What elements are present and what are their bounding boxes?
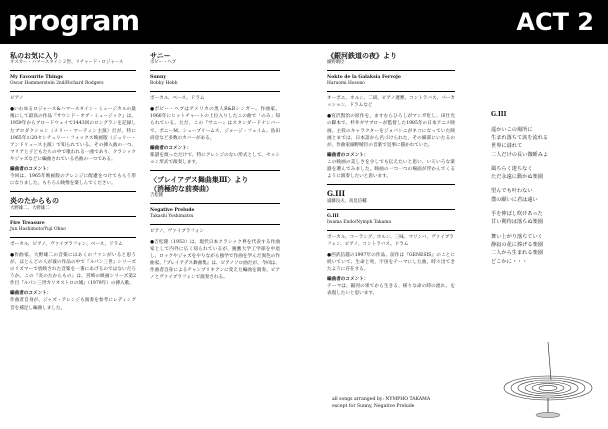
- piece-title-en: Nokto de la Galaksia Fervojo: [327, 75, 401, 81]
- credit-line: except for Sunny, Negative Prelude: [332, 403, 415, 409]
- lyrics-stanza: [491, 233, 601, 266]
- description: ●作曲家、大野雄二の音楽にはあくのファンがいると思うが、ほとんどの人が彼の作品の中で『ルパン三世』シリーズのリズマーで放映された音楽を一番にあげるのではないだろうか。この『炎のたからもの』は、宮崎の映画シリーズ第2作目『ルパン三世カリオストロの城』（1979年）の挿入歌。: [10, 252, 136, 287]
- piece-title: 私のお気に入り: [10, 51, 59, 60]
- program-item: [10, 52, 136, 187]
- section-divider: [10, 191, 136, 192]
- piece-title-en: Negative Prelude: [150, 207, 195, 213]
- lyric-line: 静寂の花に捧げる楽園: [491, 242, 543, 249]
- composer: オスカー・ハマースタイン２世、リチャード・ロジャース: [10, 60, 124, 66]
- column-1: [10, 52, 136, 315]
- composer-en: Iwama Endo/Nymph Takama: [327, 219, 392, 225]
- lyrics-title: G.III: [491, 111, 507, 118]
- lyrics-block: [491, 110, 601, 272]
- arranger-comment: 作曲者自身が、ジャズ・アレンジも演奏を参考にレディング音を補足し編曲しました。: [10, 298, 136, 311]
- divider: [10, 91, 136, 92]
- divider: [10, 216, 136, 217]
- composer-en: Jun Hashimoto/Yuji Ohno: [10, 226, 66, 232]
- piece-title-en: G.III: [327, 213, 339, 219]
- comment-label: 編曲者のコメント：: [10, 167, 52, 173]
- piece-title-line2: （消極的な前奏曲）: [150, 183, 213, 193]
- program-item: [10, 197, 136, 311]
- composer-en: Takashi Yoshimatsu: [150, 213, 194, 219]
- lyric-line: 二人から生まれる楽園: [491, 250, 543, 257]
- instruments: ピアノ: [10, 96, 24, 102]
- lyric-line: 生まれ落ちて涙を流れる: [491, 134, 549, 141]
- lyric-line: 風ちらく迷ちなく: [491, 165, 533, 172]
- program-item: [150, 176, 280, 281]
- divider: [150, 203, 280, 204]
- description: ●宮沢賢治の原作を、ますむらひろしがマンガ化し、田仕光の脚本で、杉井ギサブローが監督した1985年の日本アニメ映画。主役のキャラクターをジョバンニがネコになっていた映画とまでは、日本語から名づけられた、その細部にいたるのが、作曲家細野晴臣の音楽で見事に描かれていた。: [327, 114, 455, 148]
- instruments: ボーカル、コーラング、ホルン、三味、マリンバ、ヴァイブラフォン、ピアノ、コントラバス、ドラム: [327, 234, 454, 247]
- composer-en: Oscar Hammerstein 2nd/Richard Rodgers: [10, 81, 104, 87]
- piece-title: 《銀河鉄道の夜》より: [327, 51, 397, 60]
- composer: 遠藤良夫、高見信輔: [327, 198, 367, 204]
- lyric-line: 遥かいこの場所に: [491, 126, 533, 133]
- arranger-comment: テーマは、銀河の果てから生きる、様々な命の時の流れ、を表現したいと思います。: [327, 284, 455, 297]
- piece-title: 〈プレイアデス舞曲集Ⅲ〉より: [150, 175, 249, 185]
- comment-label: 編曲者のコメント：: [10, 291, 52, 297]
- piece-title-en: My Favourite Things: [10, 75, 63, 81]
- divider: [327, 230, 455, 231]
- lyric-line: 僕の願いに君は遠い: [491, 196, 538, 203]
- lyric-line: ただ永遠に動かぬ楽園: [491, 174, 543, 181]
- composer-en: Bobby Hebb: [150, 81, 178, 87]
- description: ●西武信越の1997年の作品。前作は『GENESIS』のことに続いていて、生命と死、宇宙をテーマにした曲。時々出てきたように存在する。: [327, 252, 455, 272]
- lyrics-stanza: [491, 165, 601, 182]
- composer: 細野晴臣: [327, 60, 345, 66]
- divider: [327, 91, 455, 92]
- piece-title-en: Fire Treasure: [10, 220, 45, 226]
- arrangement-credit: [332, 397, 430, 410]
- section-divider: [327, 184, 455, 185]
- lyrics-stanza: [491, 126, 601, 159]
- lyric-line: 舞い上がり落ちていく: [491, 233, 543, 240]
- lyric-line: 世界に溢れて: [491, 143, 523, 150]
- piece-title-en: Sunny: [150, 75, 167, 81]
- comment-label: 編曲者のコメント：: [327, 152, 369, 158]
- instruments: ボーカル、ピアノ、ヴァイブラフォン、ベース、ドラム: [10, 241, 123, 247]
- composer: 吉松隆: [150, 192, 164, 198]
- arranger-comment: この映画の美しさを少しでも伝えたいと思い、いろいろな楽器を選んでみました。映画の一つ一つの場面が浮かんでくるように演奏したいと思います。: [327, 160, 455, 180]
- instruments: オーボエ、ホルン、二胡、ピアノ連弾、コントラバス、パーカッション、ドラムなど: [327, 96, 455, 109]
- divider: [327, 70, 455, 71]
- description: ●吉松隆（1953）は、現代日本クラシック界を代表する作曲家として内外に広く知られているが、慶應大学工学部を中退し、ロックやジャズをやりながら独学で作曲を学んだ異色の作曲家。『プレイアデス舞曲集』は、ピアノソロ曲だが、今回は、作曲者自身によるチャンプリキアンに変えた編曲を演奏。ピアノとヴァイブラフォンで演奏される。: [150, 239, 280, 281]
- divider: [150, 224, 280, 225]
- program-title: program: [8, 4, 140, 37]
- piece-title: サニー: [150, 51, 171, 60]
- divider: [10, 237, 136, 238]
- comment-label: 編曲者のコメント：: [327, 277, 369, 283]
- header-bar: [0, 0, 608, 44]
- program-item: [327, 52, 455, 180]
- lyrics-stanza: [491, 210, 601, 227]
- section-divider: [150, 170, 280, 171]
- divider: [150, 91, 280, 92]
- mosquito-coil-illustration: [496, 340, 596, 420]
- composer: ボビー・ヘブ: [150, 60, 177, 66]
- description: ●いわゆるロジャース&ハマースタイン・ミュージカルの最後にして最高の作品『サウンド・オブ・ミュージック』は、1959年からブロードウェイで1443回のロングランを記録したブロダクション（メリー・マーティン主演）だが、特に1965年の20センチュリー・フォックス映画版（ジュリー・アンドリュース主演）で知られている。その挿入曲の一つ、マリアと子どもたちの中で歌われる一曲であり、クラシックやジャズなどに編曲されている名曲の一つである。: [10, 107, 136, 163]
- column-3: [327, 52, 455, 300]
- lyric-line: 望んでも叶わない: [491, 188, 533, 195]
- divider: [327, 209, 455, 210]
- piece-title: G.III: [327, 189, 345, 199]
- instruments: ボーカル、ベース、ドラム: [150, 96, 205, 102]
- divider: [150, 70, 280, 71]
- lyric-line: 手を伸ばし吹けあった: [491, 211, 543, 218]
- credit-line: all songs arranged by: NYMPHO TAKAMA: [332, 397, 431, 402]
- program-item: [150, 52, 280, 166]
- lyric-line: 甘い期待は落ちぬ楽園: [491, 219, 543, 226]
- column-2: [150, 52, 280, 284]
- lyric-line: どこかに・・・: [491, 258, 528, 265]
- description: ●ボビー・ヘブはアメリカの黒人R&Bシンガー。作曲家。1966年にヒットチャートの上位入りしたこの曲で「のみ」知られている。ただ、この『サニー』はスタンダードナンバーで、ボニーM、シュープリームス、ジョージ・フェイム、島田尚登など多数のカバーがある。: [150, 107, 280, 141]
- composer-en: Haruomi Hosono: [327, 81, 365, 87]
- act-label: ACT 2: [516, 8, 594, 36]
- piece-title: 炎のたからもの: [10, 196, 59, 206]
- comment-label: 編曲者のコメント：: [150, 145, 192, 151]
- lyric-line: 二人だけの長い微睡みよ: [491, 151, 549, 158]
- lyrics-stanza: [491, 187, 601, 204]
- instruments: ピアノ、ヴァイブラフォン: [150, 228, 204, 234]
- composer: 大野雄二、大野雄二: [10, 205, 50, 211]
- program-item: [327, 190, 455, 297]
- divider: [10, 70, 136, 71]
- arranger-comment: 今回は、1965年映画版のアレンジに配慮をつけてもらう形になりました。もちろん映像を楽しんでください。: [10, 174, 136, 187]
- arranger-comment: 楽譜を渡っただけで、特にアレンジのない形式として、セッション形式で演奏します。: [150, 152, 280, 166]
